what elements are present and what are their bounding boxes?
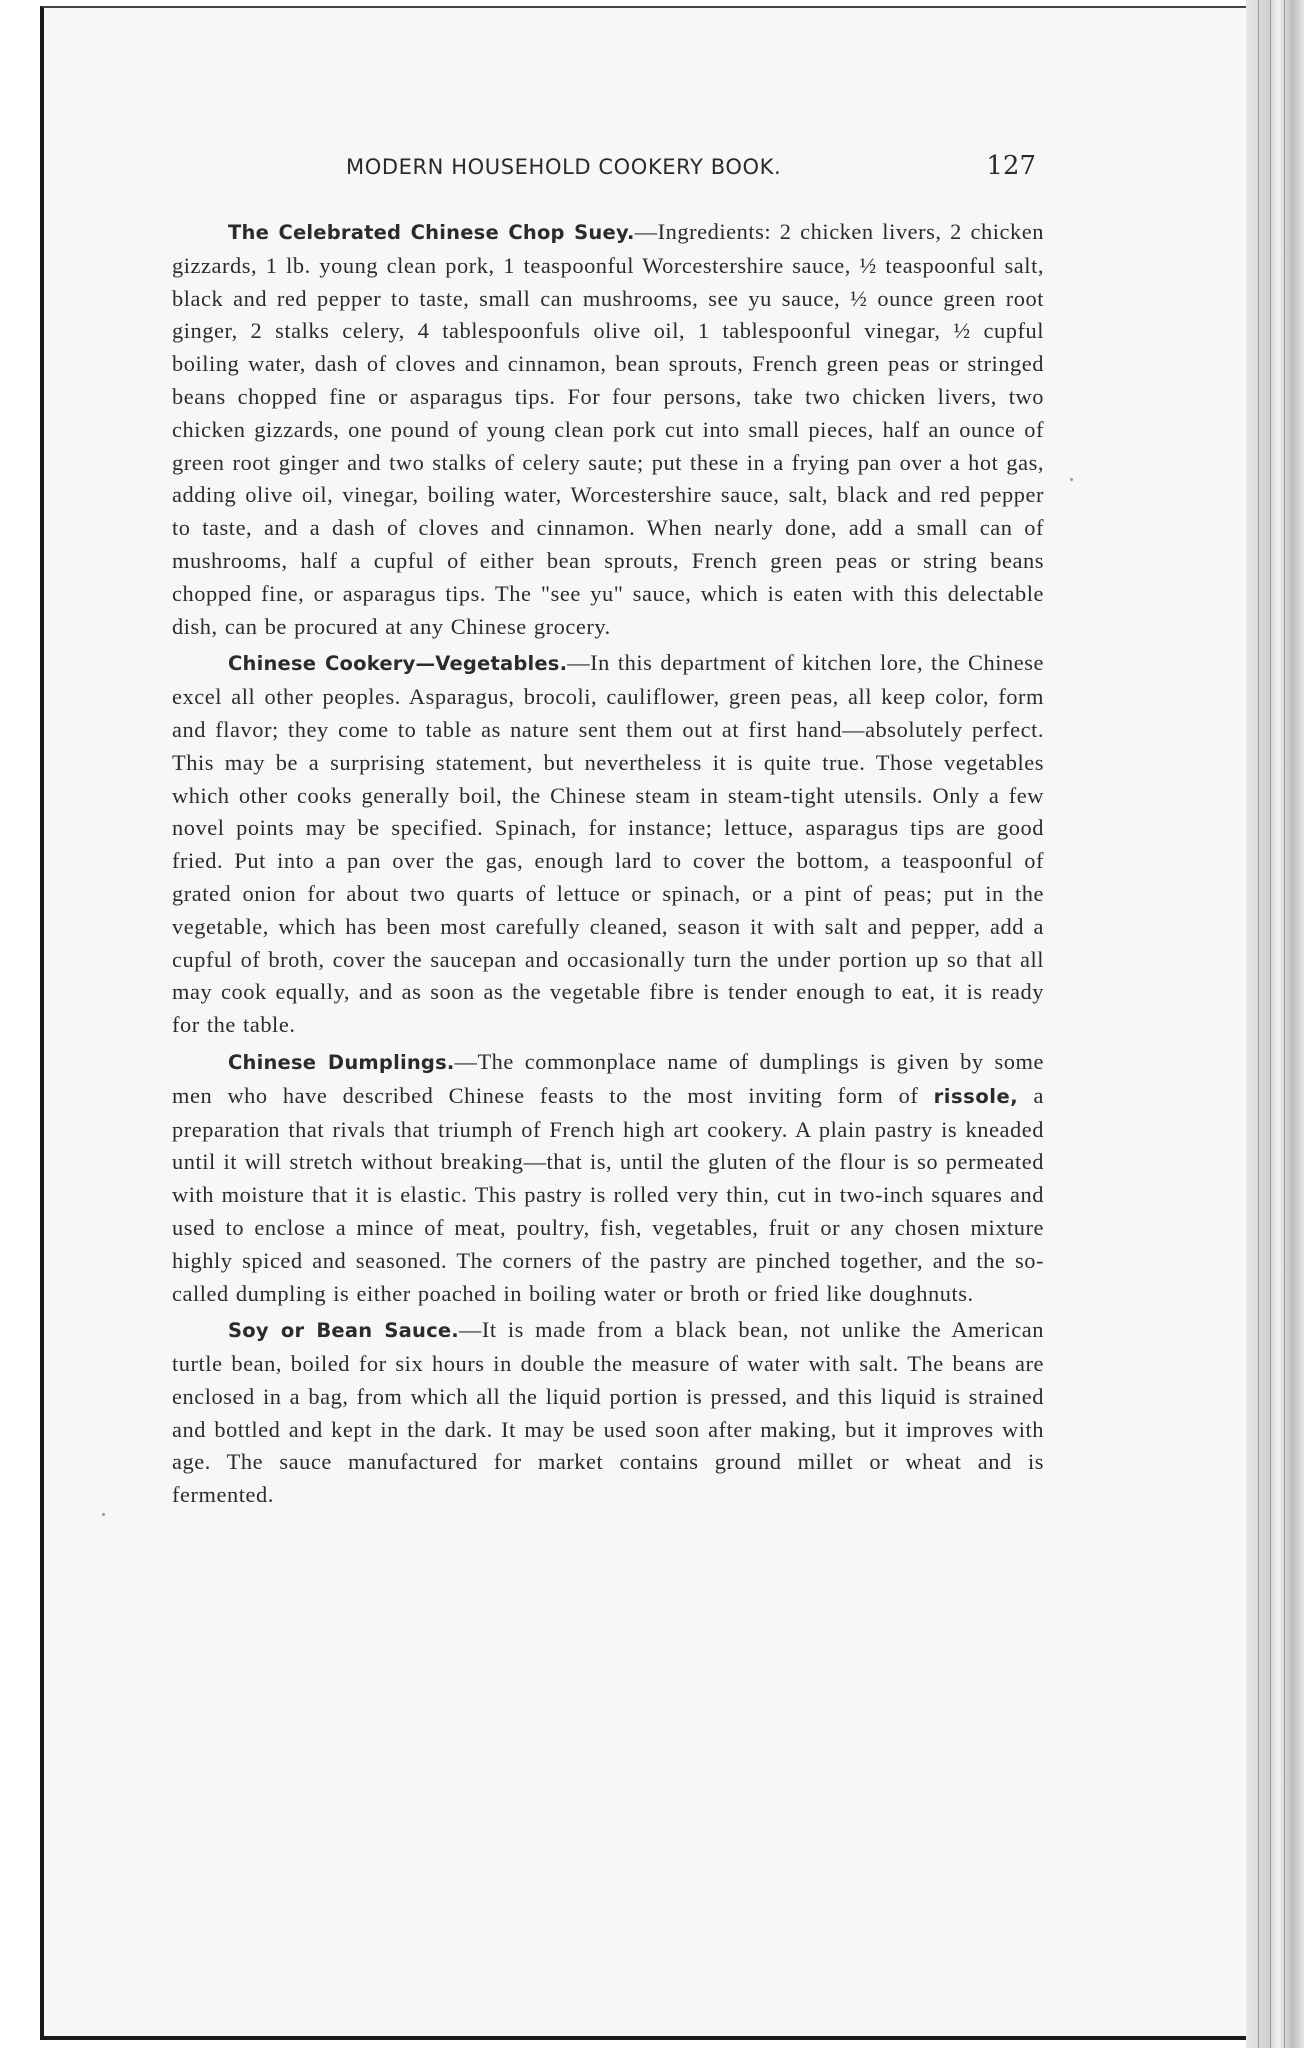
page-stack-edge (1246, 0, 1304, 2048)
paper-speck (1070, 478, 1073, 481)
running-header (170, 151, 1046, 187)
page-edge-line (1270, 0, 1271, 2048)
section-vegetables (172, 647, 1044, 1042)
section-heading: The Celebrated Chinese Chop Suey. (228, 221, 635, 244)
section-dumplings (172, 1046, 1044, 1310)
paper-speck (102, 1513, 105, 1516)
section-body: a preparation that rivals that triumph of French high art cookery. A plain pastry is kneaded until it will stretch without breaking—that is, until the gluten of the flour is so permeated with moisture that it is elastic. This pastry is rolled very thin, cut in two-inch squares and used to enclose a mince of meat, poultry, fish, vegetables, fruit or any chosen mixture highly spiced and seasoned. The corners of the pastry are pinched together, and the so-called dumpling is either poached in boiling water or broth or fried like doughnuts. (172, 1082, 1044, 1306)
running-title: MODERN HOUSEHOLD COOKERY BOOK. (346, 155, 782, 179)
section-body: —The commonplace name of dumplings is given by some men who have described Chinese feasts to the most inviting form of (172, 1048, 1045, 1108)
page-body (172, 216, 1044, 1516)
section-heading: Soy or Bean Sauce. (228, 1319, 459, 1343)
section-heading: Chinese Cookery—Vegetables. (228, 652, 568, 676)
section-heading: Chinese Dumplings. (228, 1050, 455, 1074)
section-body: —Ingredients: 2 chicken livers, 2 chicken gizzards, 1 lb. young clean pork, 1 teaspoonful Worcestershire sauce, ½ teaspoonful salt, black and red pepper to taste, small can mushrooms, see yu sauce, ½ ounce green root ginger, 2 stalks celery, 4 tablespoonfuls olive oil, 1 tablespoonful vinegar, ½ cupful boiling water, dash of cloves and cinnamon, bean sprouts, French green peas or stringed beans chopped fine or asparagus tips. For four persons, take two chicken livers, two chicken gizzards, one pound of young clean pork cut into small pieces, half an ounce of green root ginger and two stalks of celery saute; put these in a frying pan over a hot gas, adding olive oil, vinegar, boiling water, Worcestershire sauce, salt, black and red pepper to taste, and a dash of cloves and cinnamon. When nearly done, add a small can of mushrooms, half a cupful of either bean sprouts, French green peas or string beans chopped fine, or asparagus tips. The "see yu" sauce, which is eaten with this delectable dish, can be procured at any Chinese grocery. (172, 219, 1044, 639)
bold-term: rissole, (933, 1084, 1019, 1108)
section-body: —It is made from a black bean, not unlike the American turtle bean, boiled for six hours in double the measure of water with salt. The beans are enclosed in a bag, from which all the liquid portion is pressed, and this liquid is strained and bottled and kept in the dark. It may be used soon after making, but it improves with age. The sauce manufactured for market contains ground millet or wheat and is fermented. (172, 1317, 1044, 1508)
section-body: —In this department of kitchen lore, the Chinese excel all other peoples. Asparagus, brocoli, cauliflower, green peas, all keep color, form and flavor; they come to table as nature sent them out at first hand—absolutely perfect. This may be a surprising statement, but nevertheless it is quite true. Those vegetables which other cooks generally boil, the Chinese steam in steam-tight utensils. Only a few novel points may be specified. Spinach, for instance; lettuce, asparagus tips are good fried. Put into a pan over the gas, enough lard to cover the bottom, a teaspoonful of grated onion for about two quarts of lettuce or spinach, or a pint of peas; put in the vegetable, which has been most carefully cleaned, season it with salt and pepper, add a cupful of broth, cover the saucepan and occasionally turn the under portion up so that all may cook equally, and as soon as the vegetable fibre is tender enough to eat, it is ready for the table. (172, 650, 1044, 1038)
section-soy-sauce (172, 1314, 1044, 1512)
page-edge-line (1258, 0, 1259, 2048)
page-edge-line (1284, 0, 1285, 2048)
section-chop-suey (172, 216, 1044, 643)
page-number: 127 (986, 151, 1036, 181)
